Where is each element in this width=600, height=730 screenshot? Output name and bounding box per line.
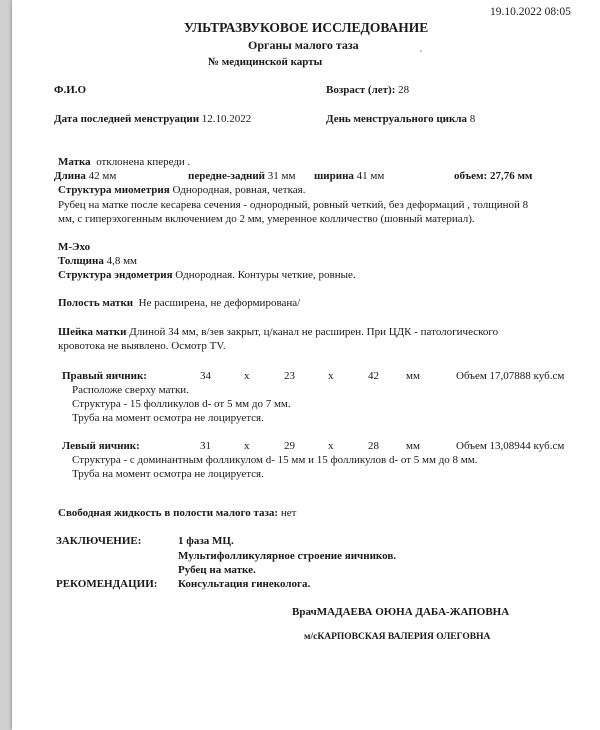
right-ovary-d2: 23 bbox=[284, 370, 295, 382]
right-ovary-d1: 34 bbox=[200, 370, 211, 382]
scan-dot bbox=[420, 50, 422, 52]
left-ovary-label: Левый яичник: bbox=[62, 440, 140, 452]
uterus-length: Длина 42 мм bbox=[54, 170, 117, 182]
doctor-signature: ВрачМАДАЕВА ОЮНА ДАБА-ЖАПОВНА bbox=[292, 606, 510, 618]
left-ovary-volume: Объем 13,08944 куб.см bbox=[456, 440, 565, 452]
right-ovary-label: Правый яичник: bbox=[62, 370, 147, 382]
recommendations-value: Консультация гинеколога. bbox=[178, 578, 311, 590]
uterus-label: Матка bbox=[58, 156, 91, 168]
age-label: Возраст (лет): bbox=[326, 84, 396, 96]
report-sheet bbox=[12, 0, 600, 730]
age-value: 28 bbox=[398, 84, 410, 96]
medical-card-number: № медицинской карты bbox=[208, 56, 323, 68]
m-echo-label: М-Эхо bbox=[58, 241, 91, 253]
left-ovary-d3: 28 bbox=[368, 440, 379, 452]
cervix-label: Шейка матки bbox=[58, 326, 127, 338]
dimension-x: х bbox=[244, 370, 250, 382]
cycle-day-field bbox=[326, 113, 475, 126]
recommendations-label: РЕКОМЕНДАЦИИ: bbox=[56, 578, 158, 590]
dimension-x: х bbox=[244, 440, 250, 452]
timestamp: 19.10.2022 08:05 bbox=[490, 6, 571, 18]
conclusion-line: 1 фаза МЦ. bbox=[178, 535, 234, 547]
dimension-x: х bbox=[328, 370, 334, 382]
right-ovary-line-2: Структура - 15 фолликулов d- от 5 мм до 7 мм. bbox=[72, 398, 291, 410]
left-ovary-d2: 29 bbox=[284, 440, 295, 452]
unit-mm: мм bbox=[406, 440, 420, 452]
cervix-line-1: Шейка матки Длиной 34 мм, в/зев закрыт, ц/канал не расширен. При ЦДК - патологического bbox=[58, 326, 499, 338]
conclusion-line: Мультифолликулярное строение яичников. bbox=[178, 550, 397, 562]
scar-line-1: Рубец на матке после кесарева сечения - однородный, ровный четкий, без деформаций , толщиной 8 bbox=[58, 199, 529, 211]
left-ovary-line-1: Структура - с доминантным фолликулом d- 15 мм и 15 фолликулов d- от 5 мм до 8 мм. bbox=[72, 454, 478, 466]
right-ovary-volume: Объем 17,07888 куб.см bbox=[456, 370, 565, 382]
patient-name-label: Ф.И.О bbox=[54, 84, 87, 96]
uterine-cavity: Полость матки Не расширена, не деформирована/ bbox=[58, 297, 301, 309]
left-ovary-d1: 31 bbox=[200, 440, 211, 452]
uterus-width: ширина 41 мм bbox=[314, 170, 385, 182]
right-ovary-line-1: Расположе сверху матки. bbox=[72, 384, 189, 396]
lmp-value: 12.10.2022 bbox=[201, 113, 252, 125]
nurse-signature: м/сКАРПОВСКАЯ ВАЛЕРИЯ ОЛЕГОВНА bbox=[304, 632, 491, 642]
conclusion-label: ЗАКЛЮЧЕНИЕ: bbox=[56, 535, 142, 547]
conclusion-line: Рубец на матке. bbox=[178, 564, 256, 576]
dimension-x: х bbox=[328, 440, 334, 452]
uterus-position: Матка отклонена кпереди . bbox=[58, 156, 191, 168]
report-subtitle: Органы малого таза bbox=[248, 38, 359, 52]
endometrium-thickness: Толщина 4,8 мм bbox=[58, 255, 138, 267]
uterus-volume: объем: 27,76 мм bbox=[454, 170, 533, 182]
right-ovary-d3: 42 bbox=[368, 370, 379, 382]
cycle-day-value: 8 bbox=[469, 113, 476, 125]
age-field bbox=[326, 84, 409, 97]
lmp-field bbox=[54, 113, 251, 126]
left-ovary-line-2: Труба на момент осмотра не лоцируется. bbox=[72, 468, 264, 480]
endometrium-structure: Структура эндометрия Однородная. Контуры четкие, ровные. bbox=[58, 269, 356, 281]
free-fluid: Свободная жидкость в полости малого таза: нет bbox=[58, 507, 297, 519]
unit-mm: мм bbox=[406, 370, 420, 382]
uterus-ap: передне-задний 31 мм bbox=[188, 170, 296, 182]
scar-line-2: мм, с гиперэхогенным включением до 2 мм, умеренное колличество (шовный материал). bbox=[58, 213, 475, 225]
report-title: УЛЬТРАЗВУКОВОЕ ИССЛЕДОВАНИЕ bbox=[184, 20, 429, 35]
lmp-label: Дата последней менструации bbox=[54, 113, 200, 125]
cycle-day-label: День менструального цикла bbox=[326, 113, 468, 125]
right-ovary-line-3: Труба на момент осмотра не лоцируется. bbox=[72, 412, 264, 424]
myometrium-structure: Структура миометрия Однородная, ровная, четкая. bbox=[58, 184, 306, 196]
cervix-line-2: кровотока не выявлено. Осмотр TV. bbox=[58, 340, 226, 352]
